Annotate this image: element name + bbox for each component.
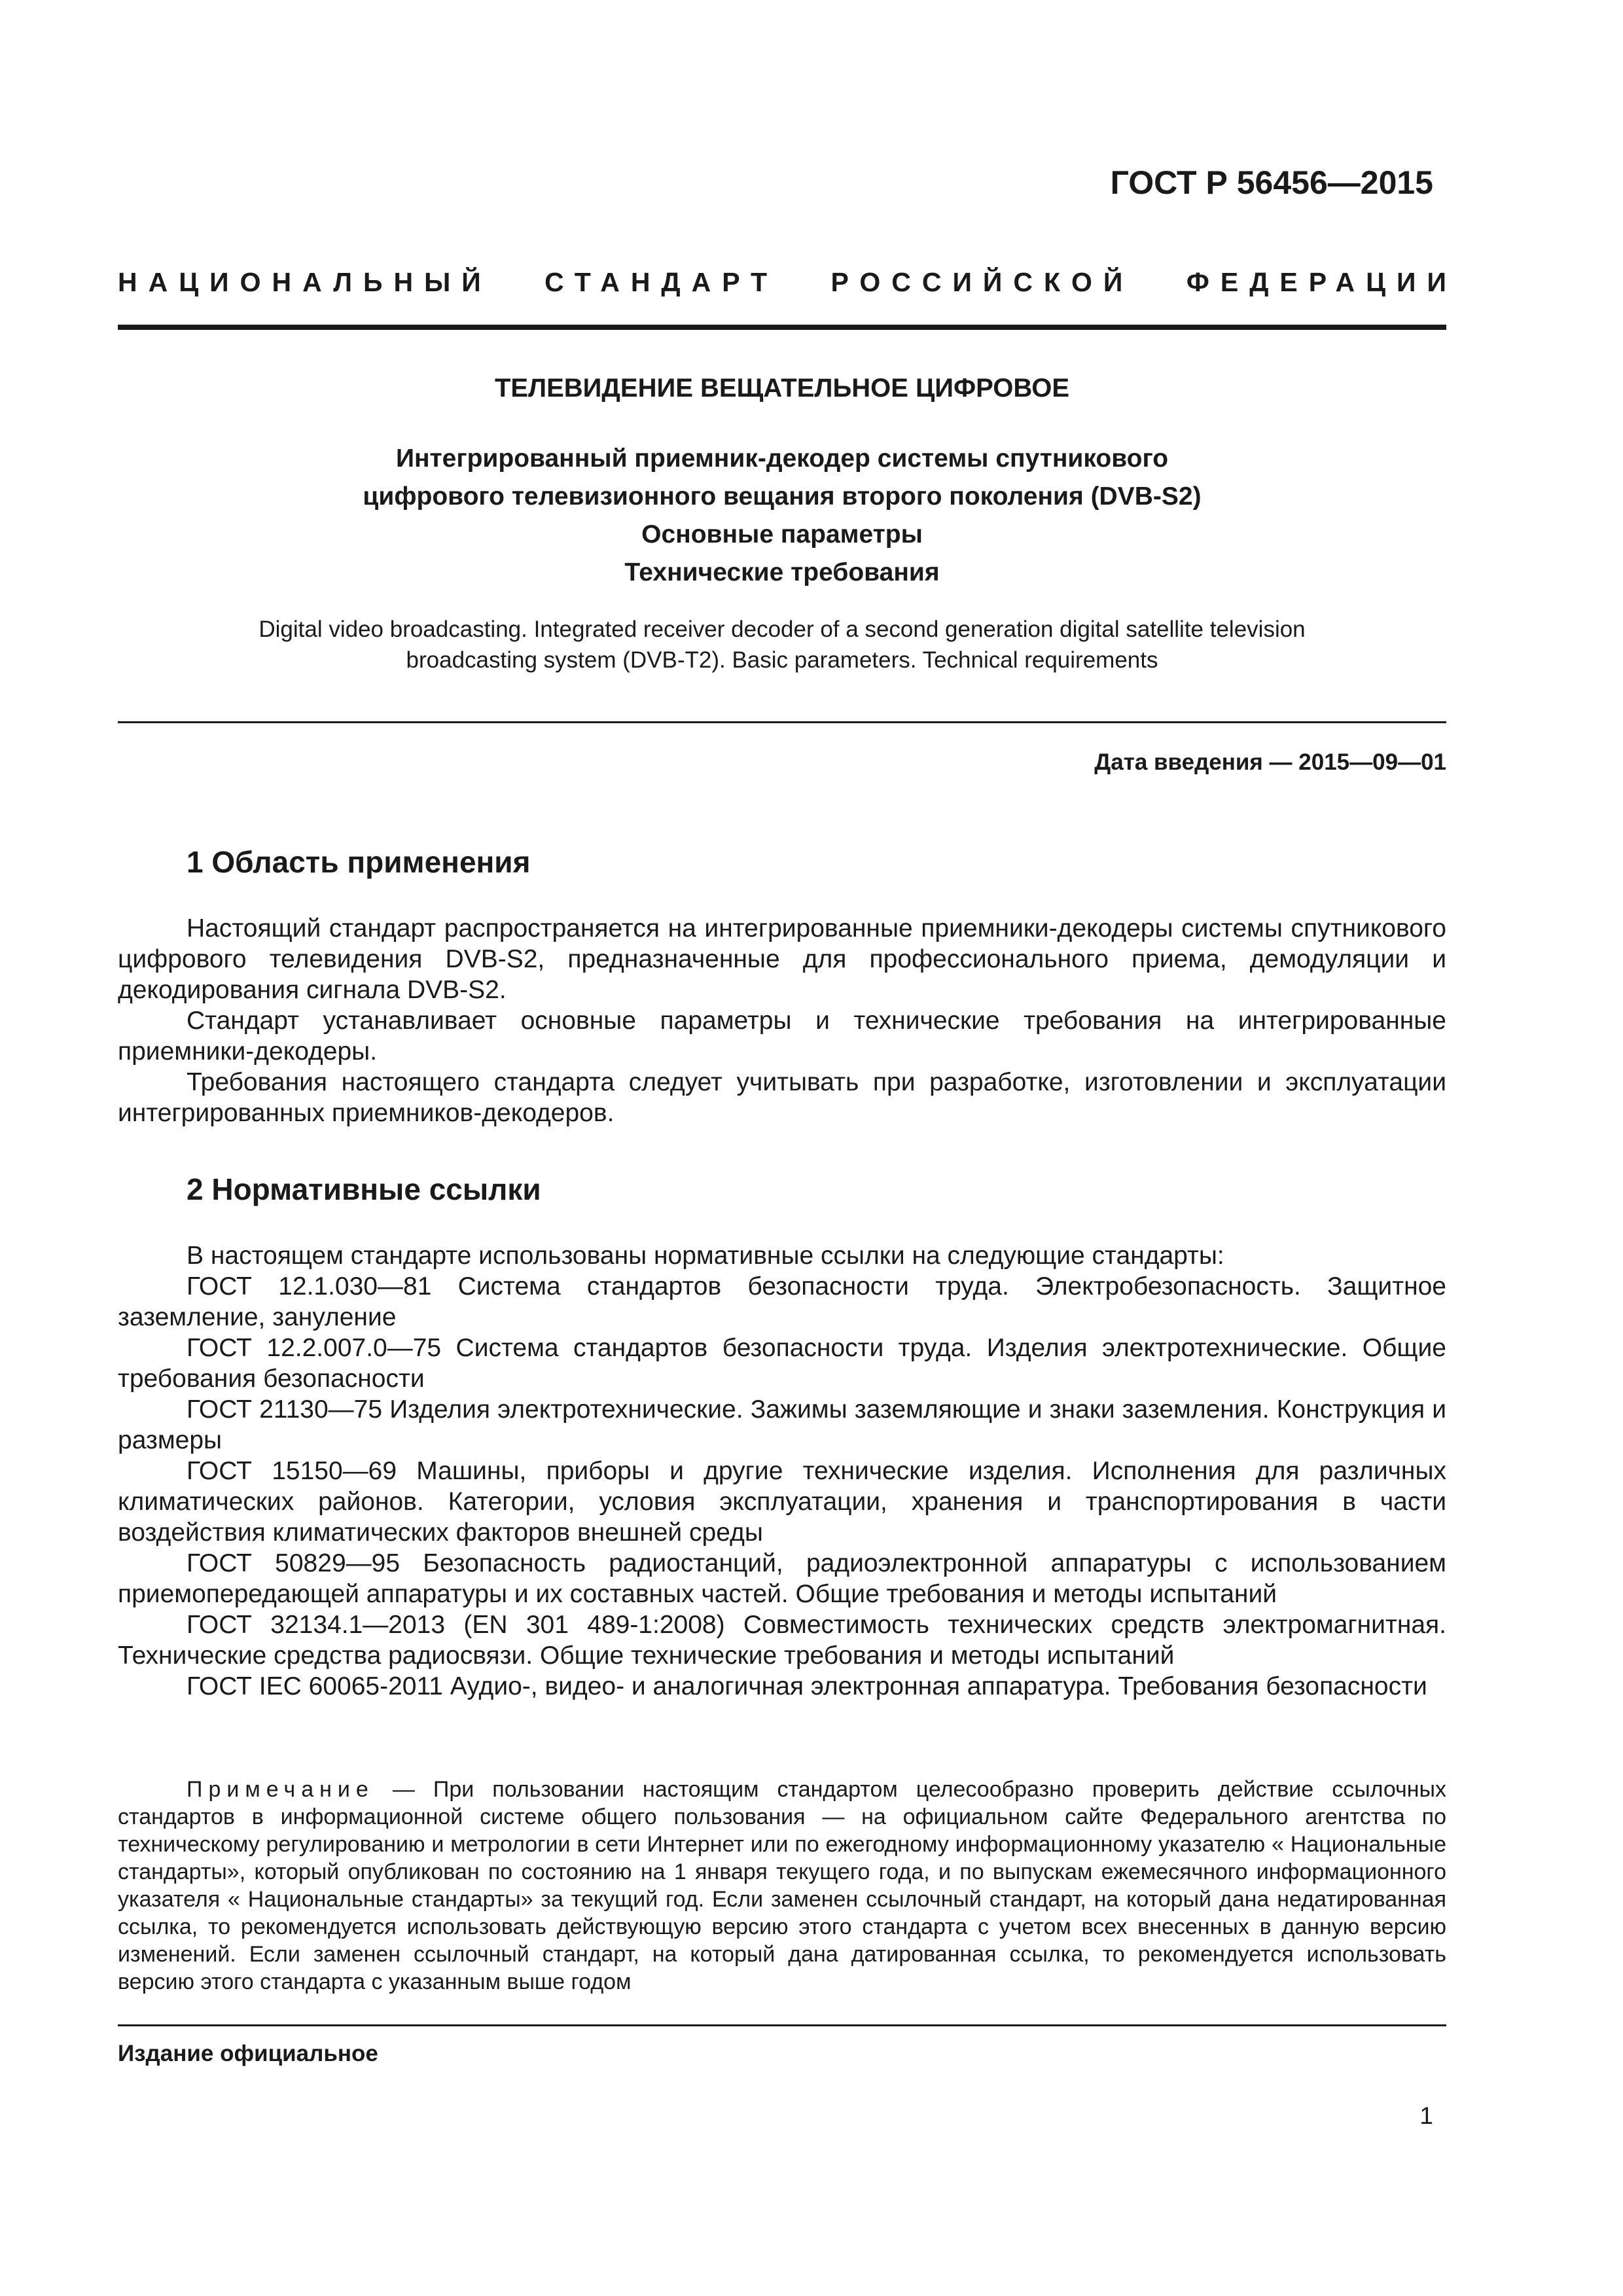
main-title: ТЕЛЕВИДЕНИЕ ВЕЩАТЕЛЬНОЕ ЦИФРОВОЕ xyxy=(494,374,1070,403)
title-divider xyxy=(118,721,1446,723)
reference-item: ГОСТ 12.1.030—81 Система стандартов безопасности труда. Электробезопасность. Защитное заземление, зануление xyxy=(118,1272,1446,1331)
note xyxy=(118,1776,1446,1996)
reference-item: ГОСТ 50829—95 Безопасность радиостанций, радиоэлектронной аппаратуры с использованием приемопередающей аппаратуры и их составных частей. Общие требования и методы испытаний xyxy=(118,1549,1446,1608)
section-2-body xyxy=(118,1240,1446,1702)
english-title-line: broadcasting system (DVB-T2). Basic parameters. Technical requirements xyxy=(406,647,1158,673)
official-edition-label: Издание официальное xyxy=(118,2041,378,2066)
paragraph: Настоящий стандарт распространяется на интегрированные приемники-декодеры системы спутникового цифрового телевидения DVB-S2, предназначенные для профессионального приема, демодуляции и декодирования сигнала DVB-S2. xyxy=(118,914,1446,1004)
reference-item: ГОСТ 12.2.007.0—75 Система стандартов безопасности труда. Изделия электротехнические. Общие требования безопасности xyxy=(118,1334,1446,1393)
subtitle-line: Основные параметры xyxy=(641,520,923,548)
national-title-word: РОССИЙСКОЙ xyxy=(830,267,1134,297)
national-standard-title xyxy=(118,267,1457,298)
reference-item: ГОСТ 15150—69 Машины, приборы и другие технические изделия. Исполнения для различных климатических районов. Категории, условия эксплуатации, хранения и транспортирования в части воздействия климатических факторов внешней среды xyxy=(118,1457,1446,1547)
paragraph: В настоящем стандарте использованы нормативные ссылки на следующие стандарты: xyxy=(187,1242,1224,1270)
subtitle-line: цифрового телевизионного вещания второго поколения (DVB-S2) xyxy=(363,482,1202,511)
note-text: — При пользовании настоящим стандартом целесообразно проверить действие ссылочных стандартов в информационной системе общего пользования — на официальном сайте Федерального агентства по техническому регулированию и метрологии в сети Интернет или по ежегодному информационному указателю « Национальные стандарты», который опубликован по состоянию на 1 января текущего года, и по выпускам ежемесячного информационного указателя « Национальные стандарты» за текущий год. Если заменен ссылочный стандарт, на который дана недатированная ссылка, то рекомендуется использовать действующую версию этого стандарта с учетом всех внесенных в данную версию изменений. Если заменен ссылочный стандарт, на который дана датированная ссылка, то рекомендуется использовать версию этого стандарта с указанным выше годом xyxy=(118,1777,1446,1994)
subtitle xyxy=(118,440,1446,592)
national-title-word: НАЦИОНАЛЬНЫЙ xyxy=(118,267,492,297)
section-2-heading: 2 Нормативные ссылки xyxy=(187,1172,541,1206)
footer-divider xyxy=(118,2024,1446,2026)
note-label: Примечание xyxy=(187,1777,374,1802)
section-1-heading: 1 Область применения xyxy=(187,845,531,879)
english-title-line: Digital video broadcasting. Integrated receiver decoder of a second generation digital satellite television xyxy=(259,617,1306,642)
national-title-word: СТАНДАРТ xyxy=(544,267,779,297)
introduction-date: Дата введения — 2015—09—01 xyxy=(1094,749,1446,775)
note-paragraph xyxy=(118,1776,1446,1996)
reference-item: ГОСТ IEC 60065-2011 Аудио-, видео- и аналогичная электронная аппаратура. Требования безопасности xyxy=(187,1672,1427,1700)
reference-item: ГОСТ 32134.1—2013 (EN 301 489-1:2008) Совместимость технических средств электромагнитная. Технические средства радиосвязи. Общие технические требования и методы испытаний xyxy=(118,1611,1446,1670)
subtitle-line: Технические требования xyxy=(624,558,940,586)
subtitle-line: Интегрированный приемник-декодер системы спутникового xyxy=(395,444,1169,473)
english-title xyxy=(118,614,1446,675)
page-number: 1 xyxy=(1419,2102,1433,2129)
reference-item: ГОСТ 21130—75 Изделия электротехнические. Зажимы заземляющие и знаки заземления. Конструкция и размеры xyxy=(118,1395,1446,1454)
document-number: ГОСТ Р 56456—2015 xyxy=(1110,164,1433,201)
national-title-word: ФЕДЕРАЦИИ xyxy=(1186,267,1457,297)
paragraph: Требования настоящего стандарта следует учитывать при разработке, изготовлении и эксплуатации интегрированных приемников-декодеров. xyxy=(118,1068,1446,1127)
paragraph: Стандарт устанавливает основные параметры и технические требования на интегрированные приемники-декодеры. xyxy=(118,1007,1446,1066)
section-1-body xyxy=(118,913,1446,1128)
header-divider xyxy=(118,325,1446,330)
